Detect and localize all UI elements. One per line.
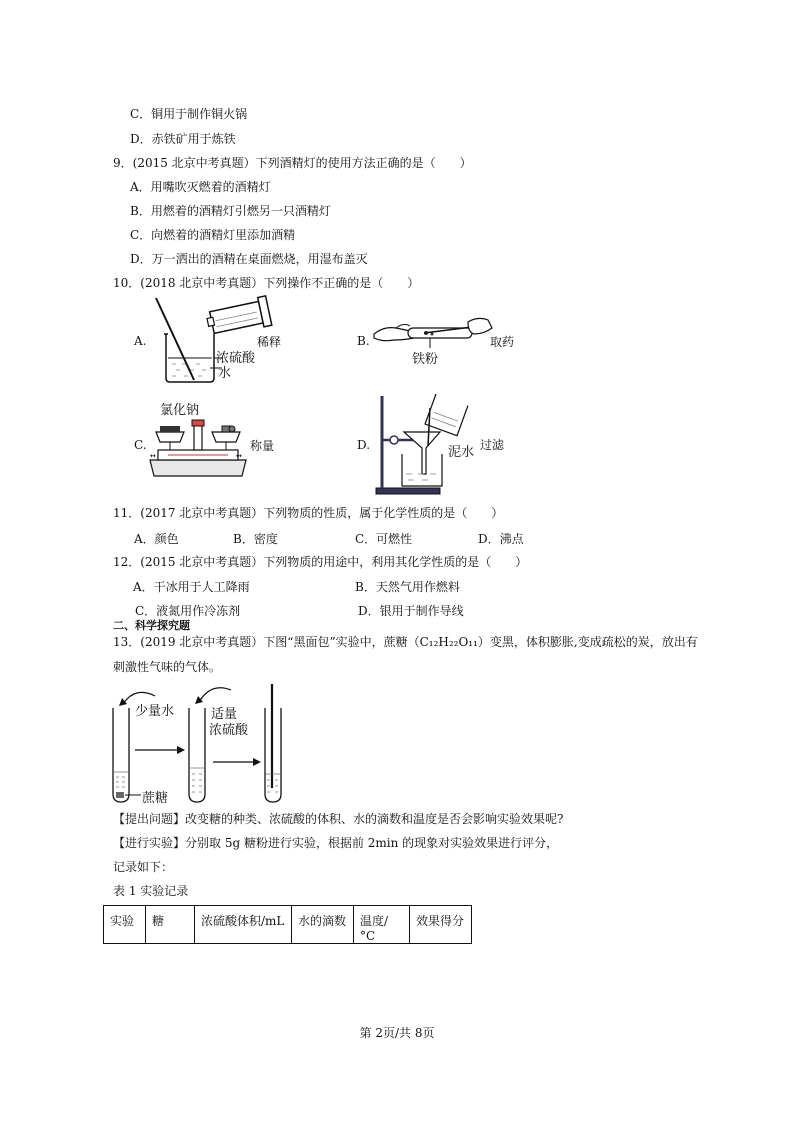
q10-option-a-letter: A. [134,334,147,348]
q12-option-d: D．银用于制作导线 [358,604,464,618]
q12-option-c: C．液氮用作冷冻剂 [135,604,241,618]
label-small-water: 少量水 [135,704,175,719]
table-caption: 表 1 实验记录 [113,884,189,898]
label-concentrated-acid: 浓硫酸 [209,723,249,738]
q13-ask: 【提出问题】改变糖的种类、浓硫酸的体积、水的滴数和温度是否会影响实验效果呢? [113,812,564,826]
q11-option-d: D．沸点 [478,532,524,546]
label-sucrose: 蔗糖 [142,791,169,806]
q10-label-filter: 过滤 [480,438,505,452]
q10-option-c-letter: C. [134,438,147,452]
q11-option-b: B．密度 [233,532,278,546]
experiment-record-table [103,905,472,944]
section-heading: 二、科学探究题 [113,619,190,632]
q10-label-take: 取药 [490,335,515,349]
q10-option-b-letter: B. [357,334,370,348]
q12-stem: 12．(2015 北京中考真题）下列物质的用途中，利用其化学性质的是（ ） [113,555,528,569]
q8-option-d: D．赤铁矿用于炼铁 [130,132,236,146]
q13-record: 记录如下： [113,860,174,874]
q10-stem: 10．(2018 北京中考真题）下列操作不正确的是（ ） [113,276,420,290]
table-header-cell: 实验 [104,906,146,944]
q9-option-b: B．用燃着的酒精灯引燃另一只酒精灯 [130,204,331,218]
q10-label-iron: 铁粉 [412,352,439,367]
q12-option-b: B．天然气用作燃料 [355,580,460,594]
table-header-cell: 浓硫酸体积/mL [195,906,292,944]
q10-label-weigh: 称量 [250,439,275,453]
q9-stem: 9．(2015 北京中考真题）下列酒精灯的使用方法正确的是（ ） [113,156,472,170]
q11-stem: 11．(2017 北京中考真题）下列物质的性质，属于化学性质的是（ ） [113,506,504,520]
q10-label-acid: 浓硫酸 [216,351,256,366]
q10-balance-figure [148,414,248,480]
q10-label-mud: 泥水 [448,445,475,460]
table-header-cell: 温度/°C [354,906,410,944]
q11-option-c: C．可燃性 [355,532,413,546]
table-header-row [104,906,472,944]
q9-option-d: D．万一洒出的酒精在桌面燃烧，用湿布盖灭 [130,252,368,266]
q13-stem-line1: 13．(2019 北京中考真题）下图“黑面包”实验中，蔗糖（C₁₂H₂₂O₁₁）变黑，体积膨胀,变成疏松的炭，放出有 [113,635,698,649]
q13-experiment: 【进行实验】分别取 5g 糖粉进行实验，根据前 2min 的现象对实验效果进行评分， [113,836,559,850]
table-header-cell: 效果得分 [410,906,472,944]
q8-option-c: C．铜用于制作铜火锅 [130,107,248,121]
label-acid-amount: 适量 [211,707,238,722]
q10-option-d-letter: D. [357,438,371,452]
q9-option-c: C．向燃着的酒精灯里添加酒精 [130,228,296,242]
q10-label-dilute: 稀释 [257,335,282,349]
q11-option-a: A．颜色 [134,532,179,546]
svg-text:↔: ↔ [150,452,156,460]
page-footer: 第 2页/共 8页 [359,1026,435,1040]
q9-option-a: A．用嘴吹灭燃着的酒精灯 [130,180,271,194]
q12-option-a: A．干冰用于人工降雨 [133,580,250,594]
q10-label-water: 水 [218,366,232,381]
q13-stem-line2: 刺激性气味的气体。 [113,660,222,674]
black-bread-experiment-figure [105,682,285,806]
table-header-cell: 糖 [146,906,195,944]
table-header-cell: 水的滴数 [292,906,354,944]
q10-label-nacl: 氯化钠 [160,403,200,418]
svg-text:↔: ↔ [236,452,242,460]
